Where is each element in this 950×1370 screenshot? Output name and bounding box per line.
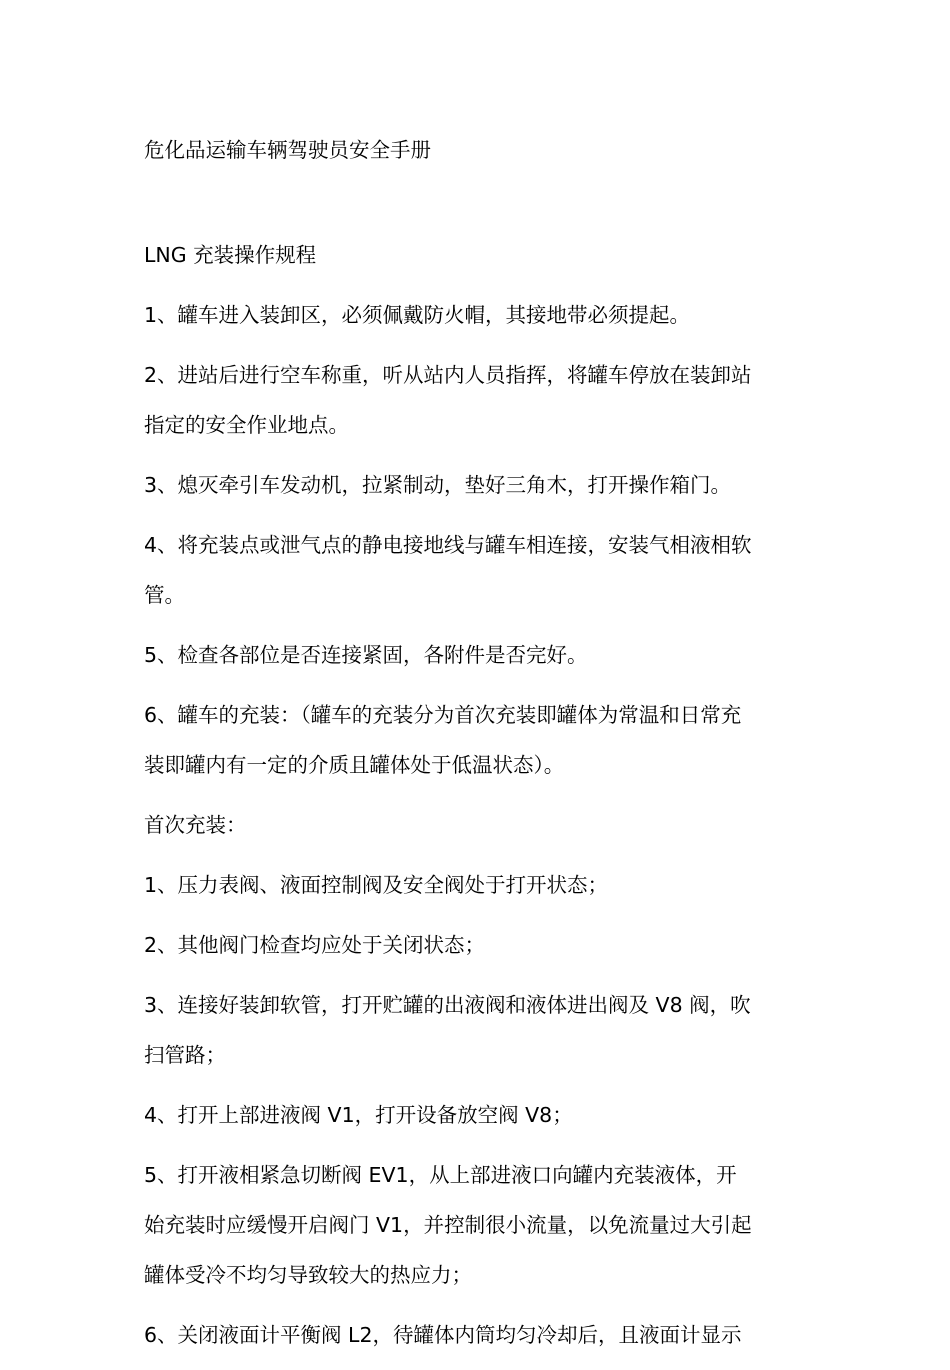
paragraph-line: 首次充装： [144,813,247,837]
paragraph-line: 指定的安全作业地点。 [144,413,349,437]
paragraph-line: 2、其他阀门检查均应处于关闭状态； [144,933,486,957]
paragraph [144,860,808,910]
paragraph [144,630,808,680]
paragraph-line: 3、熄灭牵引车发动机，拉紧制动，垫好三角木，打开操作箱门。 [144,473,732,497]
paragraph [144,1090,808,1140]
paragraph-line: 装即罐内有一定的介质且罐体处于低温状态）。 [144,753,565,777]
paragraph-line: 6、罐车的充装：（罐车的充装分为首次充装即罐体为常温和日常充 [144,703,742,727]
paragraph-line: 5、检查各部位是否连接紧固，各附件是否完好。 [144,643,588,667]
paragraph [144,460,808,510]
paragraph-line: 始充装时应缓慢开启阀门 V1，并控制很小流量，以免流量过大引起 [144,1213,752,1237]
paragraph-line: 罐体受冷不均匀导致较大的热应力； [144,1263,472,1287]
paragraph-line: LNG 充装操作规程 [144,243,317,267]
paragraph-line: 5、打开液相紧急切断阀 EV1，从上部进液口向罐内充装液体，开 [144,1163,737,1187]
paragraph-list [144,230,808,1360]
paragraph-line: 1、压力表阀、液面控制阀及安全阀处于打开状态； [144,873,609,897]
paragraph-line: 4、将充装点或泄气点的静电接地线与罐车相连接，安装气相液相软 [144,533,752,557]
document-body [144,130,808,1370]
document-title: 危化品运输车辆驾驶员安全手册 [144,138,431,162]
paragraph [144,1310,808,1360]
paragraph [144,800,808,850]
paragraph [144,920,808,970]
paragraph-line: 扫管路； [144,1043,226,1067]
paragraph [144,350,808,450]
paragraph-line: 管。 [144,583,185,607]
paragraph [144,1150,808,1300]
paragraph [144,520,808,620]
paragraph [144,290,808,340]
paragraph [144,230,808,280]
paragraph-line: 6、关闭液面计平衡阀 L2，待罐体内筒均匀冷却后，且液面计显示 [144,1323,742,1347]
paragraph-line: 3、连接好装卸软管，打开贮罐的出液阀和液体进出阀及 V8 阀，吹 [144,993,751,1017]
title-spacer [144,170,808,230]
paragraph [144,980,808,1080]
paragraph [144,690,808,790]
paragraph-line: 1、罐车进入装卸区，必须佩戴防火帽，其接地带必须提起。 [144,303,691,327]
paragraph-line: 4、打开上部进液阀 V1，打开设备放空阀 V8； [144,1103,573,1127]
paragraph-line: 2、进站后进行空车称重，听从站内人员指挥，将罐车停放在装卸站 [144,363,752,387]
